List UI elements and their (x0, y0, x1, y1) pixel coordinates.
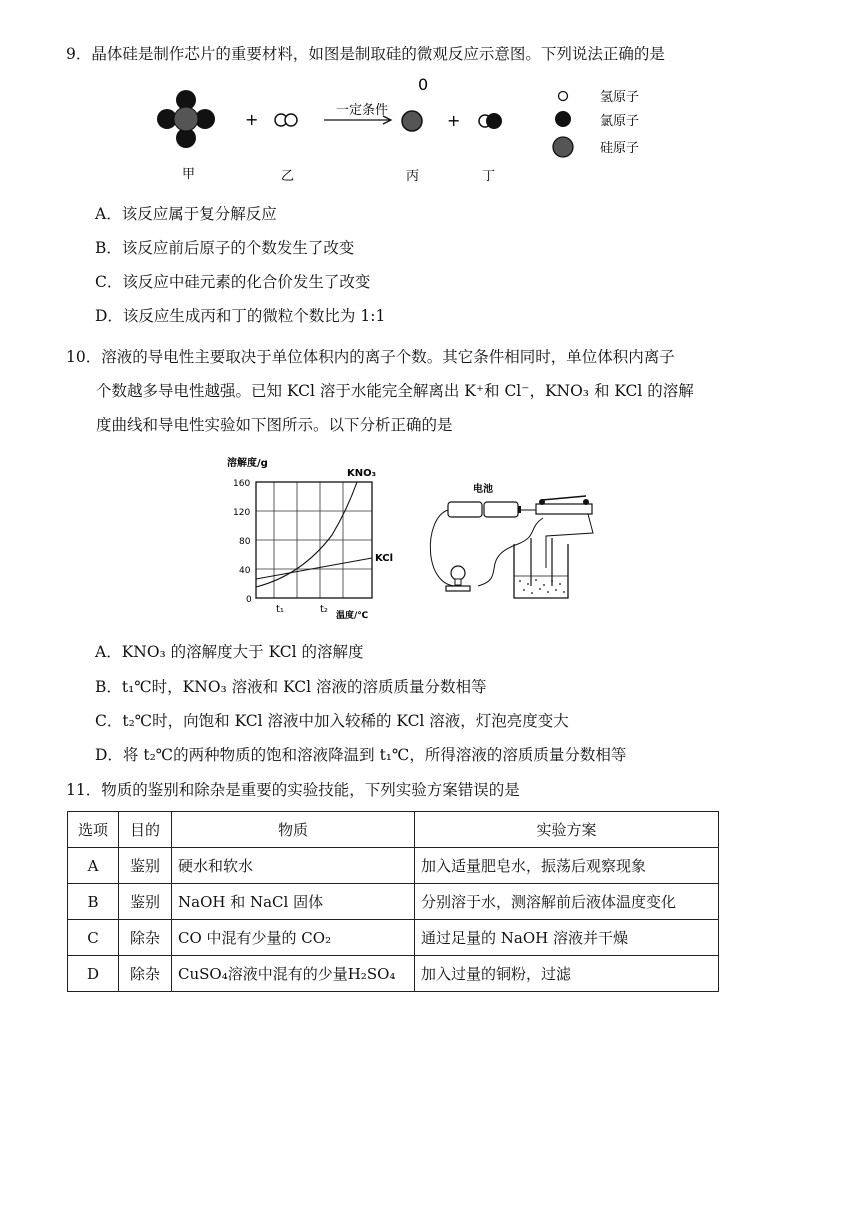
series-label-kno3: KNO₃ (347, 468, 376, 479)
cell-option: D (68, 956, 119, 992)
ytick-0: 0 (246, 595, 252, 605)
experiment-table (67, 811, 719, 992)
switch-icon (536, 496, 592, 514)
cell-purpose: 除杂 (119, 956, 172, 992)
ytick-120: 120 (233, 508, 251, 518)
label-jia: 甲 (182, 167, 196, 182)
cell-option: B (68, 884, 119, 920)
q10-option-d: D．将 t₂℃的两种物质的饱和溶液降温到 t₁℃，所得溶液的溶质质量分数相等 (95, 746, 627, 764)
cell-purpose: 鉴别 (119, 884, 172, 920)
q11-number: 11． (66, 781, 102, 799)
q11-stem-text: 物质的鉴别和除杂是重要的实验技能，下列实验方案错误的是 (101, 781, 520, 799)
header-substance: 物质 (172, 812, 415, 848)
ytick-40: 40 (239, 566, 251, 576)
beaker-icon (514, 538, 568, 598)
conductivity-circuit (418, 478, 608, 603)
cell-plan: 通过足量的 NaOH 溶液并干燥 (415, 920, 719, 956)
label-yi: 乙 (281, 169, 295, 184)
q9-option-b: B．该反应前后原子的个数发生了改变 (95, 239, 355, 257)
q10-option-c: C．t₂℃时，向饱和 KCl 溶液中加入较稀的 KCl 溶液，灯泡亮度变大 (95, 712, 569, 730)
q10-stem-text-1: 溶液的导电性主要取决于单位体积内的离子个数。其它条件相同时，单位体积内离子 (101, 348, 675, 366)
q9-stem-text: 晶体硅是制作芯片的重要材料，如图是制取硅的微观反应示意图。下列说法正确的是 (91, 45, 665, 63)
molecule-ding (479, 113, 502, 129)
molecule-yi (275, 114, 297, 126)
table-row (68, 848, 719, 884)
battery-icon (448, 502, 521, 517)
label-bing: 丙 (406, 169, 420, 184)
q9-option-c: C．该反应中硅元素的化合价发生了改变 (95, 273, 371, 291)
cell-substance: NaOH 和 NaCl 固体 (172, 884, 415, 920)
chart-xlabel: 温度/℃ (336, 611, 369, 621)
stray-mark: 0 (418, 75, 429, 94)
cell-option: A (68, 848, 119, 884)
q10-stem-line-1 (66, 345, 675, 367)
legend-chlorine: 氯原子 (600, 114, 640, 129)
table-header-row (68, 812, 719, 848)
molecule-bing (402, 111, 422, 131)
legend (553, 90, 639, 157)
cell-plan: 加入适量肥皂水，振荡后观察现象 (415, 848, 719, 884)
header-purpose: 目的 (119, 812, 172, 848)
legend-silicon: 硅原子 (600, 141, 640, 156)
q9-option-a: A．该反应属于复分解反应 (95, 205, 277, 223)
chart-grid (256, 482, 372, 598)
cell-substance: CO 中混有少量的 CO₂ (172, 920, 415, 956)
ytick-160: 160 (233, 479, 251, 489)
q9-reaction-diagram (150, 74, 670, 189)
q10-option-a: A．KNO₃ 的溶解度大于 KCl 的溶解度 (95, 643, 364, 661)
arrow-condition: 一定条件 (336, 103, 389, 118)
label-ding: 丁 (482, 169, 496, 184)
xtick-t1: t₁ (276, 604, 284, 615)
q10-stem-line-3: 度曲线和导电性实验如下图所示。以下分析正确的是 (96, 416, 453, 434)
table-row (68, 920, 719, 956)
series-label-kcl: KCl (375, 553, 394, 564)
wire-right (546, 514, 593, 568)
q9-stem (66, 42, 665, 64)
cell-plan: 分别溶于水，测溶解前后液体温度变化 (415, 884, 719, 920)
plus-sign-2: + (447, 111, 461, 130)
table-row (68, 956, 719, 992)
cell-substance: 硬水和软水 (172, 848, 415, 884)
q11-stem (66, 778, 520, 800)
xtick-t2: t₂ (320, 604, 328, 615)
cell-plan: 加入过量的铜粉，过滤 (415, 956, 719, 992)
kcl-curve (256, 558, 372, 579)
header-plan: 实验方案 (415, 812, 719, 848)
ytick-80: 80 (239, 537, 251, 547)
plus-sign-1: + (245, 110, 259, 129)
solubility-chart (222, 455, 402, 625)
q10-number: 10． (66, 348, 102, 366)
q10-stem-line-2: 个数越多导电性越强。已知 KCl 溶于水能完全解离出 K⁺和 Cl⁻，KNO₃ 和 KCl 的溶解 (96, 382, 694, 400)
q10-option-b: B．t₁℃时，KNO₃ 溶液和 KCl 溶液的溶质质量分数相等 (95, 678, 487, 696)
table-row (68, 884, 719, 920)
cell-purpose: 鉴别 (119, 848, 172, 884)
cell-purpose: 除杂 (119, 920, 172, 956)
kno3-curve (256, 482, 357, 587)
cell-option: C (68, 920, 119, 956)
legend-hydrogen: 氢原子 (600, 90, 640, 105)
battery-label: 电池 (473, 484, 493, 495)
q9-option-d: D．该反应生成丙和丁的微粒个数比为 1:1 (95, 307, 386, 325)
cell-substance: CuSO₄溶液中混有的少量H₂SO₄ (172, 956, 415, 992)
q9-number: 9． (66, 45, 92, 63)
lightbulb-icon (446, 566, 470, 591)
chart-ylabel: 溶解度/g (227, 458, 268, 469)
molecule-jia (157, 90, 215, 148)
header-option: 选项 (68, 812, 119, 848)
